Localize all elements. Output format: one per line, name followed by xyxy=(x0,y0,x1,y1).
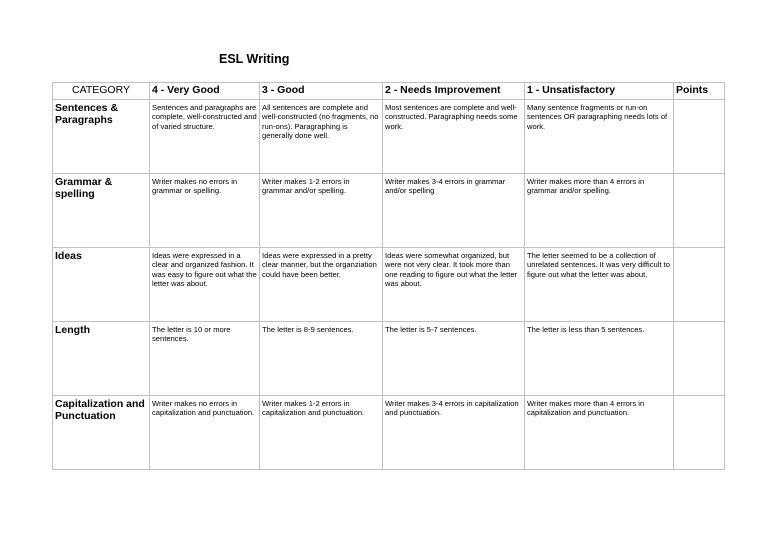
row-category: Ideas xyxy=(53,248,150,322)
row-category: Length xyxy=(53,322,150,396)
cell-very-good: Ideas were expressed in a clear and organized fashion. It was easy to figure out what the letter was about. xyxy=(150,248,260,322)
table-row xyxy=(53,322,725,396)
cell-unsatisfactory: Writer makes more than 4 errors in capitalization and punctuation. xyxy=(525,396,674,470)
table-row xyxy=(53,174,725,248)
row-category: Capitalization and Punctuation xyxy=(53,396,150,470)
cell-unsatisfactory: The letter is less than 5 sentences. xyxy=(525,322,674,396)
document-title: ESL Writing xyxy=(219,52,290,66)
cell-points[interactable] xyxy=(674,322,725,396)
cell-needs-improvement: Ideas were somewhat organized, but were not very clear. It took more than one reading to figure out what the letter was about. xyxy=(383,248,525,322)
cell-points[interactable] xyxy=(674,174,725,248)
cell-unsatisfactory: Writer makes more than 4 errors in grammar and/or spelling. xyxy=(525,174,674,248)
header-points: Points xyxy=(674,83,725,100)
cell-very-good: Writer makes no errors in grammar or spelling. xyxy=(150,174,260,248)
cell-points[interactable] xyxy=(674,100,725,174)
cell-points[interactable] xyxy=(674,248,725,322)
header-needs-improvement: 2 - Needs Improvement xyxy=(383,83,525,100)
cell-very-good: Sentences and paragraphs are complete, well-constructed and of varied structure. xyxy=(150,100,260,174)
rubric-table xyxy=(52,82,725,470)
table-row xyxy=(53,248,725,322)
table-row xyxy=(53,396,725,470)
table-row xyxy=(53,100,725,174)
header-category: CATEGORY xyxy=(53,83,150,100)
cell-good: All sentences are complete and well-constructed (no fragments, no run-ons). Paragraphing is generally done well. xyxy=(260,100,383,174)
cell-very-good: Writer makes no errors in capitalization and punctuation. xyxy=(150,396,260,470)
cell-unsatisfactory: Many sentence fragments or run-on sentences OR paragraphing needs lots of work. xyxy=(525,100,674,174)
row-category: Sentences & Paragraphs xyxy=(53,100,150,174)
cell-unsatisfactory: The letter seemed to be a collection of unrelated sentences. It was very difficult to figure out what the letter was about. xyxy=(525,248,674,322)
row-category: Grammar & spelling xyxy=(53,174,150,248)
header-unsatisfactory: 1 - Unsatisfactory xyxy=(525,83,674,100)
cell-needs-improvement: Writer makes 3-4 errors in grammar and/or spelling xyxy=(383,174,525,248)
cell-points[interactable] xyxy=(674,396,725,470)
cell-needs-improvement: The letter is 5-7 sentences. xyxy=(383,322,525,396)
cell-needs-improvement: Most sentences are complete and well-constructed. Paragraphing needs some work. xyxy=(383,100,525,174)
header-very-good: 4 - Very Good xyxy=(150,83,260,100)
cell-good: Writer makes 1-2 errors in grammar and/or spelling. xyxy=(260,174,383,248)
cell-good: Writer makes 1-2 errors in capitalization and punctuation. xyxy=(260,396,383,470)
cell-very-good: The letter is 10 or more sentences. xyxy=(150,322,260,396)
cell-good: Ideas were expressed in a pretty clear manner, but the organziation could have been better. xyxy=(260,248,383,322)
cell-needs-improvement: Writer makes 3-4 errors in capitalization and punctuation. xyxy=(383,396,525,470)
header-good: 3 - Good xyxy=(260,83,383,100)
header-row xyxy=(53,83,725,100)
cell-good: The letter is 8-9 sentences. xyxy=(260,322,383,396)
